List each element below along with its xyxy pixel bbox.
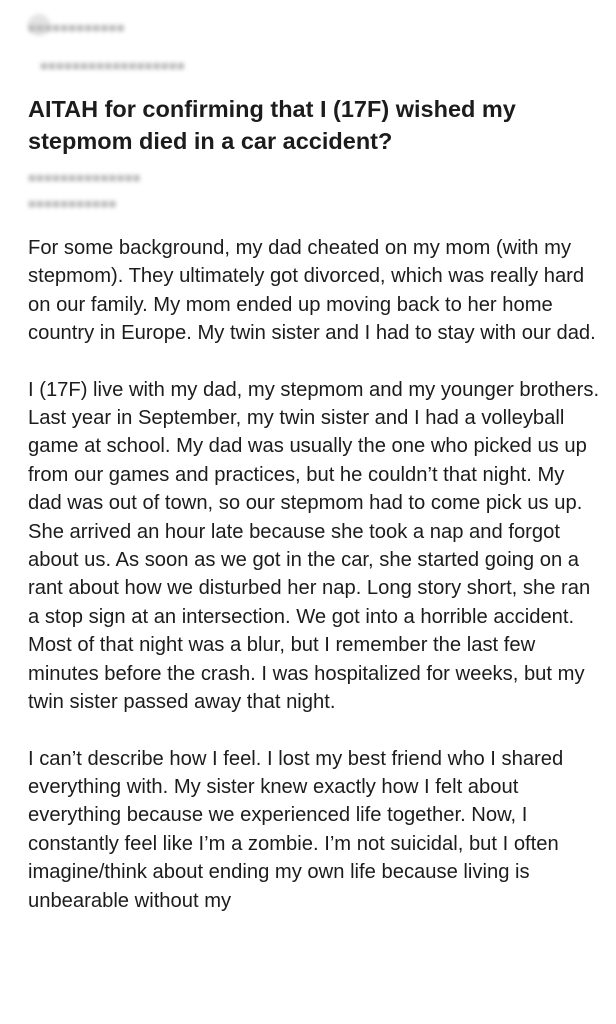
blurred-metadata-line: ■■■■■■■■■■■■■■	[28, 170, 141, 185]
blurred-metadata-line: ■■■■■■■■■■■■	[28, 20, 125, 35]
post-paragraph: I can’t describe how I feel. I lost my best friend who I shared everything with. My sister knew exactly how I felt about everything because we experienced life together. Now, I constantly feel like I’m a zombie. I’m not suicidal, but I often imagine/think about ending my own life because living is unbearable without my	[28, 747, 564, 912]
blurred-metadata-line: ■■■■■■■■■■■■■■■■■■	[40, 58, 185, 73]
post-title: AITAH for confirming that I (17F) wished my stepmom died in a car accident?	[28, 96, 516, 154]
post-paragraph: For some background, my dad cheated on my mom (with my stepmom). They ultimately got divorced, which was really hard on our family. My mom ended up moving back to her home country in Europe. My twin sister and I had to stay with our dad.	[28, 237, 596, 345]
post-body	[28, 234, 603, 943]
post-paragraph: I (17F) live with my dad, my stepmom and my younger brothers. Last year in September, my twin sister and I had a volleyball game at school. My dad was usually the one who picked us up from our games and practices, but he couldn’t that night. My dad was out of town, so our stepmom had to come pick us up. She arrived an hour late because she took a nap and forgot about us. As soon as we got in the car, she started going on a rant about how we disturbed her nap. Long story short, she ran a stop sign at an intersection. We got into a horrible accident. Most of that night was a blur, but I remember the last few minutes before the crash. I was hospitalized for weeks, but my twin sister passed away that night.	[28, 378, 600, 714]
blurred-metadata-line: ■■■■■■■■■■■	[28, 196, 117, 211]
